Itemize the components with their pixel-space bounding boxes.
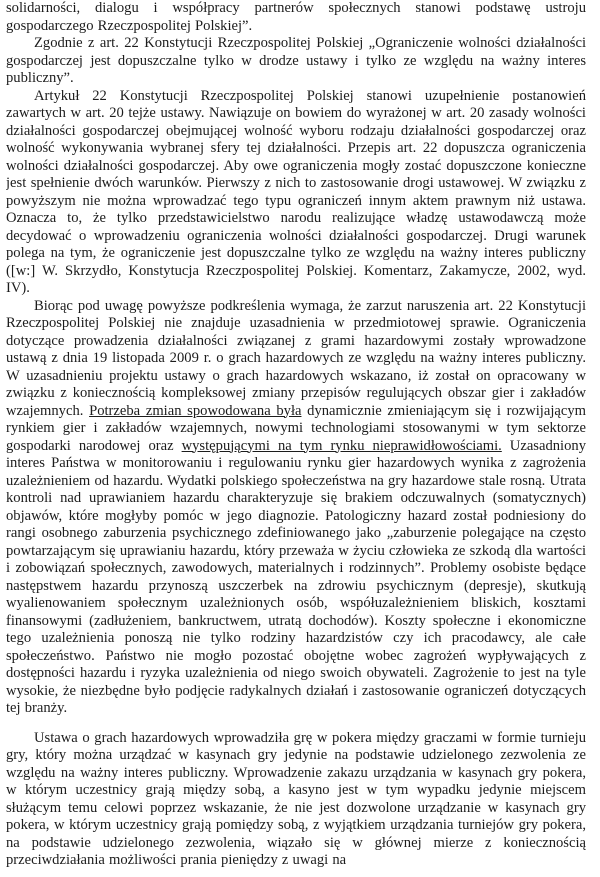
paragraph-continuation (6, 0, 586, 35)
paragraph-poker-regulation (6, 730, 586, 870)
document-page (6, 0, 586, 877)
paragraph-article-22-quote (6, 35, 586, 88)
text-run: Artykuł 22 Konstytucji Rzeczpospolitej Polskiej stanowi uzupełnienie postanowień zawartych w art. 20 tejże ustawy. Nawiązuje on bowiem do wyrażonej w art. 20 zasady wolności działalności gospodarczej obejmującej wolność wyboru rodzaju działalności gospodarczej oraz wolność wykonywania wybranej sfery tej działalności. Przepis art. 22 dopuszcza ograniczenia wolności działalności gospodarczej. Aby owe ograniczenia mogły zostać dopuszczone konieczne jest spełnienie dwóch warunków. Pierwszy z nich to zastosowanie drogi ustawowej. W związku z powyższym nie można wprowadzać tego typu ograniczeń innym aktem prawnym niż ustawa. Oznacza to, że tylko przedstawicielstwo narodu realizujące władzę ustawodawczą może decydować o wprowadzeniu ograniczenia wolności działalności gospodarczej. Drugi warunek polega na tym, że ograniczenie jest dopuszczalne tylko ze względu na ważny interes publiczny ([w:] W. Skrzydło, Konstytucja Rzeczpospolitej Polskiej. Komentarz, Zakamycze, 2002, wyd. IV). (6, 87, 586, 296)
text-run: Zgodnie z art. 22 Konstytucji Rzeczpospolitej Polskiej „Ograniczenie wolności działalności gospodarczej jest dopuszczalne tylko w drodze ustawy i tylko ze względu na ważny interes publiczny”. (6, 35, 586, 86)
text-run: dynamicznie zmieniającym się i rozwijającym rynkiem gier i zakładów wzajemnych, nowymi technologiami stosowanymi w tym sektorze gospodarki narodowej oraz (6, 402, 586, 454)
text-run: Biorąc pod uwagę powyższe podkreślenia wymaga, że zarzut naruszenia art. 22 Konstytucji Rzeczpospolitej Polskiej nie znajduje uzasadnienia w przedmiotowej sprawie. Ograniczenia dotyczące prowadzenia działalności związanej z grami hazardowymi zostały wprowadzone ustawą z dnia 19 listopada 2009 r. o grach hazardowych ze względu na ważny interes publiczny. W uzasadnieniu projektu ustawy o grach hazardowych wskazano, iż został on opracowany w związku z koniecznością kompleksowej zmiany przepisów regulujących obszar gier i zakładów wzajemnych. (6, 297, 586, 419)
paragraph-article-22-commentary (6, 88, 586, 298)
underlined-text-run: Potrzeba zmian spowodowana była (89, 402, 302, 419)
paragraph-gambling-justification (6, 298, 586, 718)
underlined-text-run: występującymi na tym rynku nieprawidłowościami. (181, 437, 502, 454)
text-run: Uzasadniony interes Państwa w monitorowaniu i regulowaniu rynku gier hazardowych wynika z zagrożenia uzależnieniem od hazardu. Wydatki polskiego społeczeństwa na gry hazardowe stale rosną. Utrata kontroli nad uprawianiem hazardu charakteryzuje się brakiem odczuwalnych (somatycznych) objawów, które mogłyby pomóc w jego diagnozie. Patologiczny hazard został podniesiony do rangi osobnego zaburzenia psychicznego zdefiniowanego jako „zaburzenie polegające na często powtarzającym się uprawianiu hazardu, który przeważa w życiu człowieka ze szkodą dla wartości i zobowiązań społecznych, zawodowych, materialnych i rodzinnych”. Problemy osobiste będące następstwem hazardu przynoszą uszczerbek na zdrowiu psychicznym (depresje), skutkują wyalienowaniem społecznym uzależnionych osób, współuzależnieniem bliskich, kosztami finansowymi (zadłużeniem, bankructwem, utratą dochodów). Koszty społeczne i ekonomiczne tego uzależnienia ponoszą nie tylko rodziny hazardzistów czy ich pracodawcy, ale całe społeczeństwo. Państwo nie mogło pozostać obojętne wobec zagrożeń wypływających z dostępności hazardu i ryzyka uzależnienia od niego swoich obywateli. Zagrożenie to jest na tyle wysokie, że niezbędne było podjęcie radykalnych działań i zastosowanie ograniczeń dotyczących tej branży. (6, 437, 586, 716)
text-run: Ustawa o grach hazardowych wprowadziła grę w pokera między graczami w formie turnieju gry, który można urządzać w kasynach gry jedynie na podstawie udzielonego zezwolenia ze względu na ważny interes publiczny. Wprowadzenie zakazu urządzania w kasynach gry pokera, w którym uczestnicy grają między sobą, a kasyno jest w tym wypadku jedynie miejscem służącym temu celowi poprzez wskazanie, że nie jest dozwolone urządzanie w kasynach gry pokera, w którym uczestnicy grają pomiędzy sobą, z wyjątkiem urządzania turniejów gry pokera, na podstawie udzielonego zezwolenia, wiązało się w głównej mierze z koniecznością przeciwdziałania możliwości prania pieniędzy z uwagi na (6, 729, 586, 868)
text-run: solidarności, dialogu i współpracy partnerów społecznych stanowi podstawę ustroju gospodarczego Rzeczpospolitej Polskiej”. (6, 0, 586, 34)
